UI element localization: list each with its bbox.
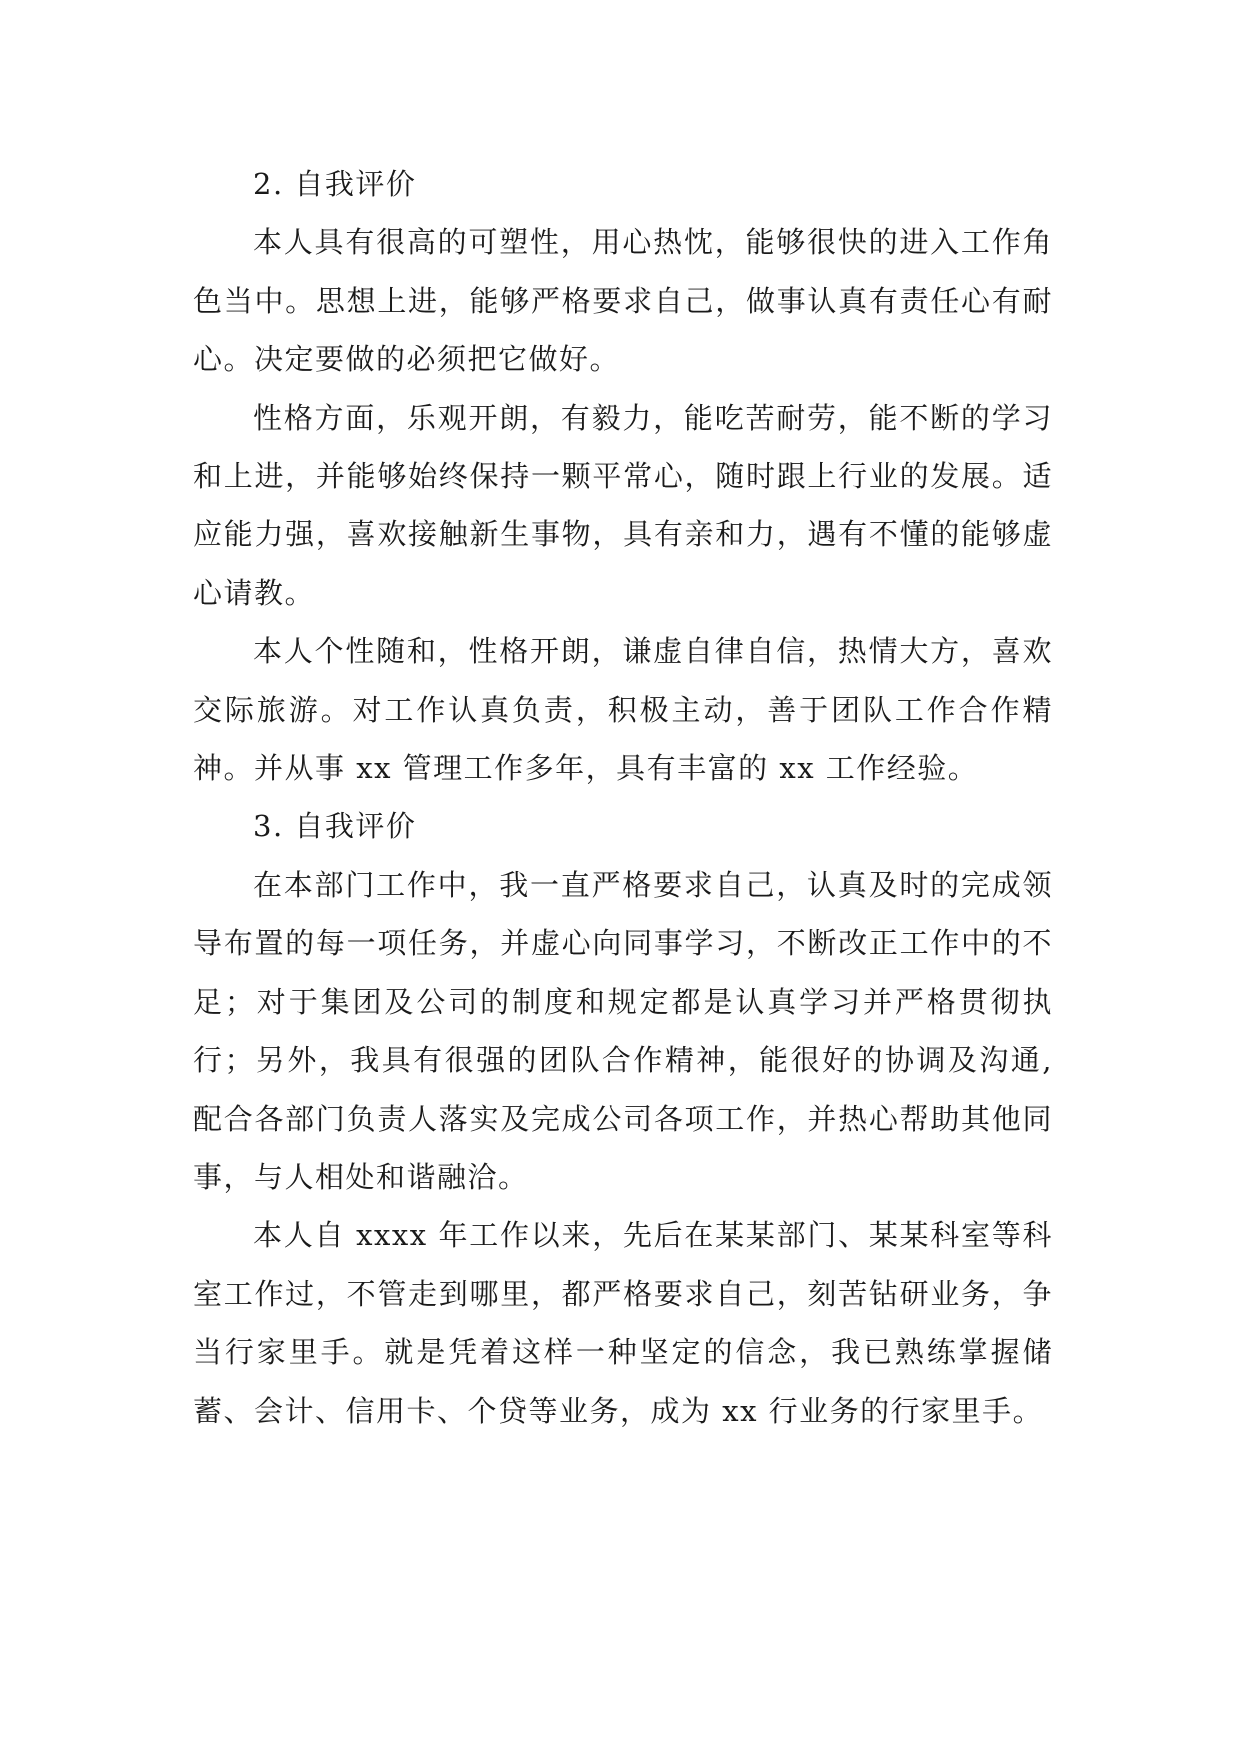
- paragraph: 本人具有很高的可塑性，用心热忱，能够很快的进入工作角色当中。思想上进，能够严格要求自己，做事认真有责任心有耐心。决定要做的必须把它做好。: [193, 225, 1053, 377]
- paragraph: 本人自 xxxx 年工作以来，先后在某某部门、某某科室等科室工作过，不管走到哪里，都严格要求自己，刻苦钻研业务，争当行家里手。就是凭着这样一种坚定的信念，我已熟练掌握储蓄、会计、信用卡、个贷等业务，成为 xx 行业务的行家里手。: [193, 1218, 1053, 1428]
- paragraph: 在本部门工作中，我一直严格要求自己，认真及时的完成领导布置的每一项任务，并虚心向同事学习，不断改正工作中的不足；对于集团及公司的制度和规定都是认真学习并严格贯彻执行；另外，我具有很强的团队合作精神，能很好的协调及沟通,配合各部门负责人落实及完成公司各项工作，并热心帮助其他同事，与人相处和谐融洽。: [193, 867, 1053, 1194]
- section-heading-2: 2. 自我评价: [253, 167, 417, 201]
- paragraph: 性格方面，乐观开朗，有毅力，能吃苦耐劳，能不断的学习和上进，并能够始终保持一颗平常心，随时跟上行业的发展。适应能力强，喜欢接触新生事物，具有亲和力，遇有不懂的能够虚心请教。: [193, 400, 1053, 610]
- section-heading-3: 3. 自我评价: [253, 809, 417, 844]
- document-body: [193, 155, 1053, 1440]
- paragraph: 本人个性随和，性格开朗，谦虚自律自信，热情大方，喜欢交际旅游。对工作认真负责，积极主动，善于团队工作合作精神。并从事 xx 管理工作多年，具有丰富的 xx 工作经验。: [193, 634, 1053, 786]
